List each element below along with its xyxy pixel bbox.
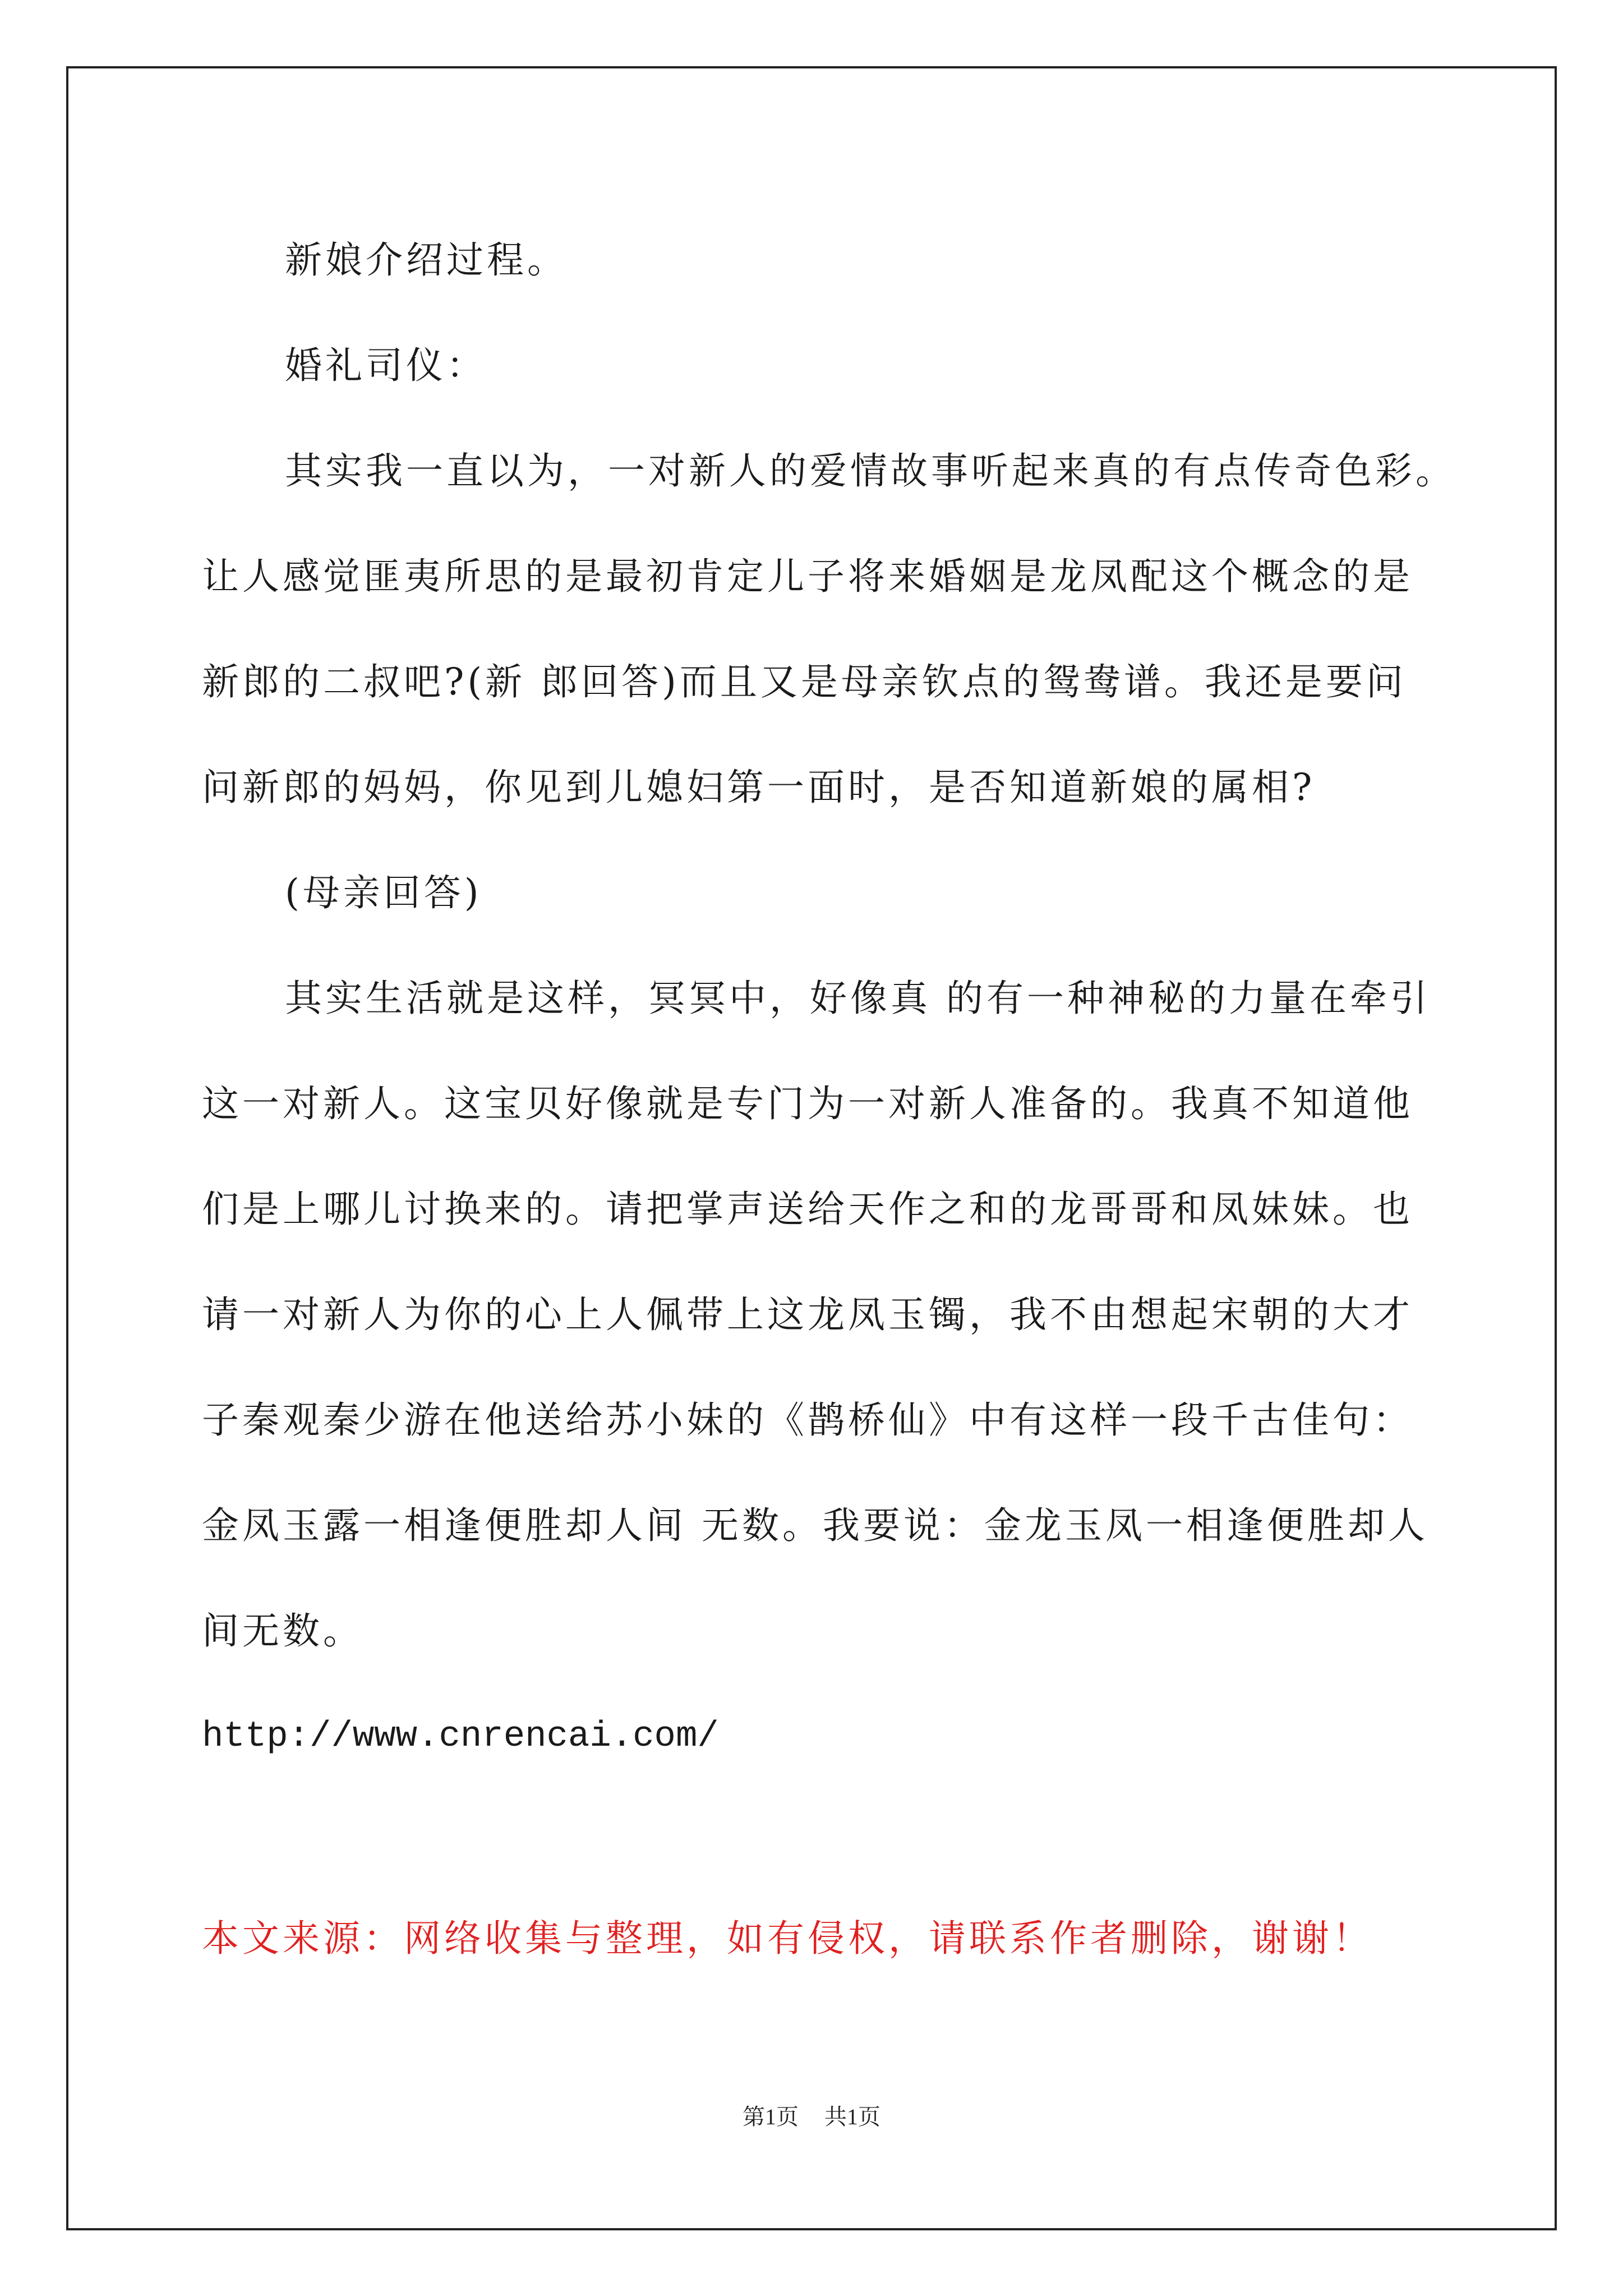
paragraph: 请一对新人为你的心上人佩带上这龙凤玉镯，我不由想起宋朝的大才 xyxy=(202,1293,1413,1336)
page-total: 共1页 xyxy=(824,2104,880,2129)
paragraph: 其实生活就是这样，冥冥中，好像真 的有一种神秘的力量在牵引 xyxy=(285,977,1431,1020)
page-number: 第1页 xyxy=(743,2104,799,2129)
paragraph: 间无数。 xyxy=(202,1609,363,1653)
source-url[interactable]: http://www.cnrencai.com/ xyxy=(202,1717,719,1757)
source-disclaimer: 本文来源：网络收集与整理，如有侵权，请联系作者删除，谢谢！ xyxy=(202,1917,1373,1960)
paragraph: 问新郎的妈妈，你见到儿媳妇第一面时，是否知道新娘的属相? xyxy=(202,766,1316,809)
page-footer xyxy=(0,2100,1623,2134)
paragraph: (母亲回答) xyxy=(285,871,482,914)
paragraph: 婚礼司仪： xyxy=(285,344,487,387)
paragraph: 新娘介绍过程。 xyxy=(285,238,568,282)
paragraph: 子秦观秦少游在他送给苏小妹的《鹊桥仙》中有这样一段千古佳句： xyxy=(202,1398,1413,1442)
paragraph: 金凤玉露一相逢便胜却人间 无数。我要说：金龙玉凤一相逢便胜却人 xyxy=(202,1504,1428,1547)
document-body xyxy=(202,208,1456,1789)
paragraph: 这一对新人。这宝贝好像就是专门为一对新人准备的。我真不知道他 xyxy=(202,1082,1413,1125)
paragraph: 新郎的二叔吧?(新 郎回答)而且又是母亲钦点的鸳鸯谱。我还是要问 xyxy=(202,660,1407,703)
paragraph: 其实我一直以为，一对新人的爱情故事听起来真的有点传奇色彩。 xyxy=(285,449,1456,493)
paragraph: 让人感觉匪夷所思的是最初肯定儿子将来婚姻是龙凤配这个概念的是 xyxy=(202,555,1413,598)
paragraph: 们是上哪儿讨换来的。请把掌声送给天作之和的龙哥哥和凤妹妹。也 xyxy=(202,1188,1413,1231)
